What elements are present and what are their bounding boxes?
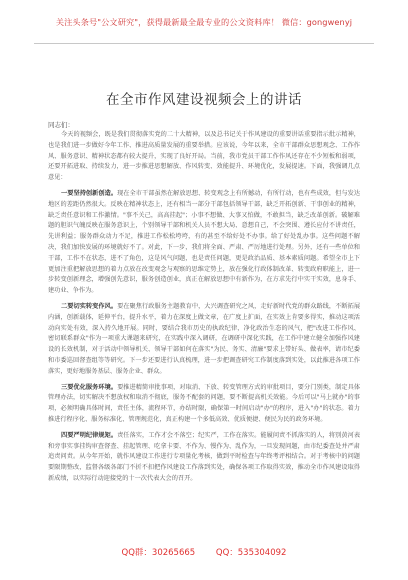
qq-contact-text: QQ：535304092 bbox=[215, 548, 287, 558]
section-heading: 一要坚持创新创造。 bbox=[61, 189, 118, 197]
paragraph-text: 责任落实，工作才会不落空；纪实严，工作在落实。能履问责不抓落实的人，将别黄河表和旁事实事挂钩审查督查、挂起管理、吃拿卡要、不作为、慢作为、乱作为，一旦发现问题，由市纪委查处并严肃追责问责。从今年开始，就作风建设工作进行专项量化考核，做到平时检查与年终考评相结合。对于考核中的问题要限期整改，监督各级各部门不折不扣把作风建设工作落到实处，确保各项工作取得实效，推动全市作风建设取得新成绩，以实际行动迎接党的十一次代表大会的召开。 bbox=[48, 431, 361, 482]
section-heading: 四要严明纪律规矩。 bbox=[61, 431, 118, 439]
paragraph-text: 要在聚焦行政服务主题教育中，大兴调查研究之风，走好新时代党的群众路线，不断拓展内涵，创新载体，延伸平台，提升水平，着力在深度上做文章，在广度上扩面，在实效上肯要多得实，推动这项活动向实处有效，深入持久地开展。同时，要结合我市历史的执政纪律，净化政治生态的风气，把"改进工作作风、密切联系群众"作为一项重大课题来研究，在实践中深入调研，在调研中深化实践，在工作中建立健全加强作风建设的长效机制，对于活动中领导机关、领导干部如何在落实"为民、务实、清廉"要求上带好头、做表率，请市纪委和市委巡回督查组等等研究。下一步还要进行认真梳理，进一步把调查研究工作制度落到实处，以此推进各项工作落实，更好地服务基层、服务企业、群众。 bbox=[48, 302, 361, 375]
document-title: 在全市作风建设视频会上的讲话 bbox=[106, 92, 302, 108]
paragraph-intro bbox=[48, 130, 360, 184]
header-divider bbox=[34, 43, 374, 44]
paragraph-section-2 bbox=[48, 302, 360, 378]
promo-banner-text: 关注头条号"公文研究"，获得最新最全最专业的公文资料库！ 微信：gongwenyj bbox=[55, 16, 353, 27]
section-heading: 二要切实转变作风。 bbox=[61, 302, 118, 310]
paragraph-text: 今天的视频会，既是我们贯彻落实党的二十大精神，以及总书记关于作风建设的重要讲话重要指示批示精神，也是我们进一步做好今年工作、推进高质量发展的重要举措。应该说，今年以来，全市干部群众思想观念、工作作风、服务意识、精神状态都有较大提升，实现了良好开局。当前，我市党员干部工作作风还存在不少短板和弱项，还要开拓进取、持续发力，进一步推进思想解放、作风转变、效能提升、环境优化，发展提速。下面，我强调几点意见： bbox=[48, 131, 360, 182]
document-body bbox=[48, 130, 360, 485]
contact-footer bbox=[0, 546, 408, 558]
paragraph-text: 要推进精简审批事项，对取消、下放、转变管理方式的审批项目，要分门别类，制定具体管理办法，切实解决不想放权和取消不彻底，服务不配套的问题，要不断提高机关效能。今后可以"马上就办"的事项，必须明确具体时间，责任主体，流程环节，办结时限，确保第一时间启动"办"的程序，进入"办"的状态。着力推进行程序化、服务标准化、管理规范化，真正构建一个多低高效、优质便捷、便民为民的政务环境。 bbox=[48, 383, 361, 423]
paragraph-section-1 bbox=[48, 189, 360, 297]
paragraph-text: 现在全市干部虽然在解放思想、转变观念上有所撼动，有所行动，也有些成效，但与发达地区的差距仍然很大。反映在精神状态上，还有相当一部分干部包括领导干部，缺乏开拓创新、干事创业的精神，缺乏责任意识和工作激情。"事不关己，高高挂起"；小事不想做、大事又怕做，不敢担当，缺乏改革创新。破解难题的胆识气魄反映在服务意识上，个别领导干部和机关人员不想大局、意想自己，不会突围、遵长应付不讲责任，先讲利益；服务群众动力不足，推进工作松松垮垮，有的甚至不给好处不办事。给了好处乱办事。这些问题不解决，我们加快发展的环境就好不了。对此，下一步，我们将全面、严肃、严厉地进行处理。另外，还有一些单位和干部，工作不在状态，进不了角色，这是风气问题，也是责任问题，更是政治品质、基本素质问题。希望全市上下更加注重把解放思想的着力点放在改变观念与观察的思维定势上，放在强化行政体制改革、转变政府职能上，进一步转变创新理念，增强创先意识，服务创造创业，真正在解放思想中有新作为，在方求先行中实干实效，息身手、建功业、争作为。 bbox=[48, 189, 361, 295]
qq-group-text: QQ群：30265665 bbox=[121, 548, 196, 558]
section-heading: 三要优化服务环境。 bbox=[61, 383, 118, 391]
document-greeting: 同志们： bbox=[48, 121, 74, 129]
paragraph-section-4 bbox=[48, 431, 360, 485]
promo-banner bbox=[0, 0, 408, 44]
paragraph-section-3 bbox=[48, 383, 360, 426]
